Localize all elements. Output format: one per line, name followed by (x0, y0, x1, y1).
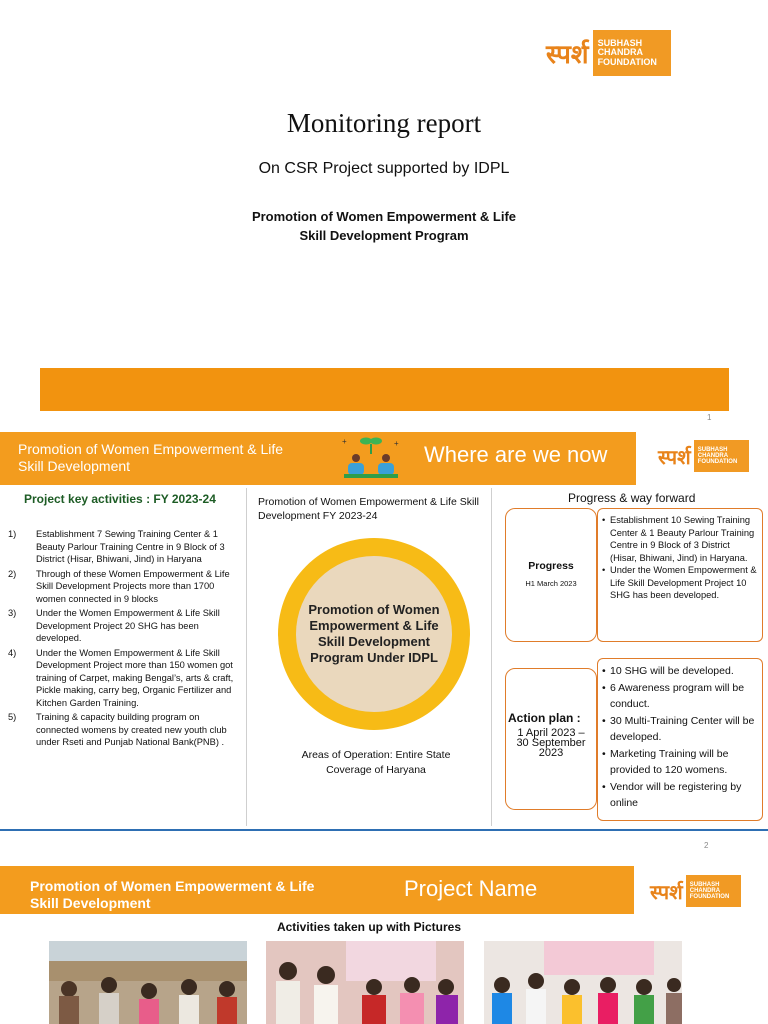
progress-date: H1 March 2023 (525, 579, 577, 588)
activities-heading: Project key activities : FY 2023-24 (24, 492, 216, 506)
divider (246, 488, 247, 826)
program-circle-text: Promotion of Women Empowerment & Life Skill Development Program Under IDPL (296, 556, 452, 712)
svg-text:+: + (394, 439, 399, 448)
list-item: • 10 SHG will be developed. (602, 663, 760, 680)
slide2-header-title: Promotion of Women Empowerment & Life Skill Development (18, 441, 284, 474)
progress-list (602, 514, 758, 602)
list-item: • 30 Multi-Training Center will be developed. (602, 713, 760, 746)
list-item: • Under the Women Empowerment & Life Skill Development Project 10 SHG has been developed. (602, 564, 758, 602)
progress-heading: Progress & way forward (568, 491, 696, 505)
divider (491, 488, 492, 826)
list-item: 2) Through of these Women Empowerment & Life Skill Development Projects more than 1700 women connected in 9 blocks (8, 568, 230, 604)
action-items-box (597, 658, 763, 821)
logo-slide2 (658, 436, 749, 476)
logo-text: SUBHASH CHANDRA FOUNDATION (593, 30, 671, 76)
svg-text:+: + (342, 437, 347, 446)
logo-mark: स्पर्श (650, 879, 683, 904)
list-item: • Marketing Training will be provided to 120 womens. (602, 746, 760, 779)
logo (546, 27, 671, 79)
slide3-header-title: Promotion of Women Empowerment & Life Skill Development (30, 878, 315, 911)
logo-mark: स्पर्श (658, 444, 691, 469)
slide3-header (0, 866, 634, 914)
list-item: 3) Under the Women Empowerment & Life Skill Development Project 20 SHG has been developed. (8, 608, 220, 643)
logo-slide3 (650, 871, 741, 911)
program-circle (278, 538, 470, 730)
list-item: 4) Under the Women Empowerment & Life Skill Development Project more than 150 women got training of Carpet, making Bengal’s, arts & craft, Pickle making, carry beg, Organic Fertilizer and Kitchen Garden Training. (8, 647, 234, 708)
logo-mark: स्पर्श (546, 40, 589, 70)
action-label-box (505, 668, 597, 810)
report-subtitle: On CSR Project supported by IDPL (258, 160, 510, 177)
action-date: 1 April 2023 – 30 September 2023 (516, 727, 586, 759)
women-growth-icon (336, 432, 406, 485)
page-number: 1 (707, 413, 712, 422)
program-title: Promotion of Women Empowerment & Life Skill Development Program (251, 209, 517, 243)
page-number: 2 (704, 841, 709, 850)
slide2-bottom-rule (0, 829, 768, 831)
activity-photo-2 (266, 941, 464, 1024)
progress-label-box (505, 508, 597, 642)
pictures-heading: Activities taken up with Pictures (276, 920, 462, 934)
slide2-header-right: Where are we now (424, 442, 608, 467)
areas-of-operation: Areas of Operation: Entire State Coverage of Haryana (301, 749, 451, 776)
middle-heading: Promotion of Women Empowerment & Life Skill Development FY 2023-24 (258, 496, 479, 522)
activity-photo-1 (49, 941, 247, 1024)
action-label: Action plan : (508, 711, 581, 725)
activity-photo-3 (484, 941, 682, 1024)
activities-list (8, 528, 234, 751)
action-list (602, 663, 760, 812)
report-title: Monitoring report (286, 108, 482, 138)
list-item: • 6 Awareness program will be conduct. (602, 680, 760, 713)
slide2-header (0, 432, 636, 485)
orange-band (40, 368, 729, 411)
logo-text: SUBHASH CHANDRA FOUNDATION (686, 875, 742, 908)
progress-items-box (597, 508, 763, 642)
list-item: 1) Establishment 7 Sewing Training Center & 1 Beauty Parlour Training Centre in 9 Block of 3 District (Hisar, Bhiwani, Jind) in Haryana (8, 529, 225, 564)
progress-label: Progress (528, 560, 574, 572)
list-item: • Establishment 10 Sewing Training Center & 1 Beauty Parlour Training Centre in 9 Block of 3 District (Hisar, Bhiwani, Jind) in Haryana. (602, 514, 758, 564)
list-item: 5) Training & capacity building program on connected womens by created new youth club under Rseti and Punjab National Bank(PNB) . (8, 712, 227, 747)
list-item: • Vendor will be registering by online (602, 779, 760, 812)
logo-text: SUBHASH CHANDRA FOUNDATION (694, 440, 750, 473)
slide3-header-right: Project Name (404, 876, 538, 901)
